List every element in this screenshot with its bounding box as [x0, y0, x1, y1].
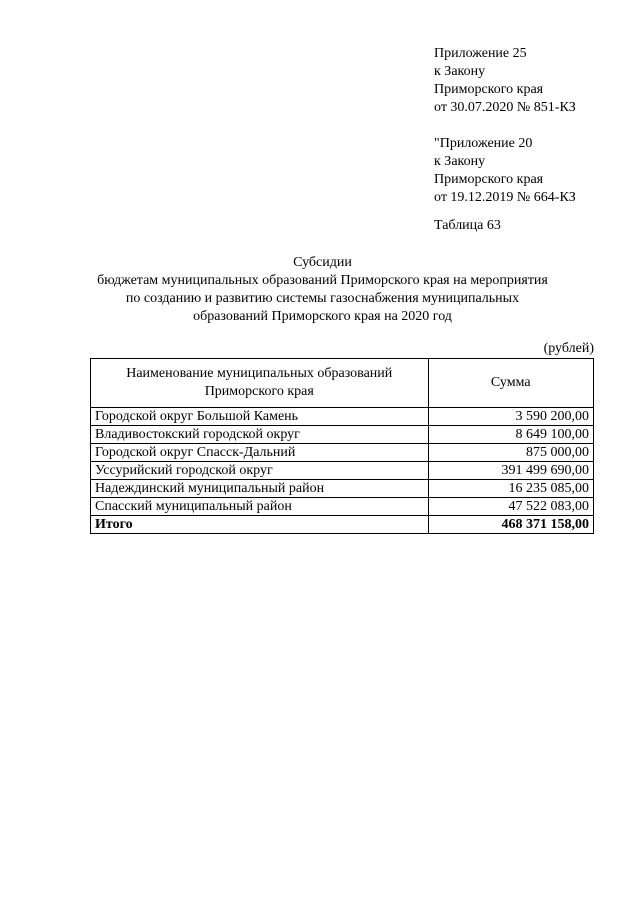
row-name: Надеждинский муниципальный район [91, 480, 429, 498]
title-line: образований Приморского края на 2020 год [193, 309, 452, 324]
table-row [91, 498, 594, 516]
row-sum: 16 235 085,00 [428, 480, 594, 498]
row-name: Спасский муниципальный район [91, 498, 429, 516]
row-sum: 8 649 100,00 [428, 426, 594, 444]
annex-current-block [434, 45, 624, 117]
table-row [91, 408, 594, 426]
row-name: Уссурийский городской округ [91, 462, 429, 480]
row-name: Городской округ Большой Камень [91, 408, 429, 426]
table-row [91, 444, 594, 462]
header-sum: Сумма [428, 359, 594, 408]
annex-current-line: Приморского края [434, 82, 544, 97]
document-title [80, 254, 565, 326]
annex-previous-line: Приморского края [434, 172, 544, 187]
table-total-row [91, 516, 594, 534]
table-number: Таблица 63 [434, 218, 501, 233]
total-sum: 468 371 158,00 [428, 516, 594, 534]
table-row [91, 426, 594, 444]
annex-current-line: от 30.07.2020 № 851-КЗ [434, 100, 576, 115]
row-name: Владивостокский городской округ [91, 426, 429, 444]
header-name: Наименование муниципальных образований Приморского края [91, 359, 429, 408]
table-row [91, 480, 594, 498]
table-row [91, 462, 594, 480]
units-label: (рублей) [543, 341, 594, 356]
row-sum: 875 000,00 [428, 444, 594, 462]
table-header-row [91, 359, 594, 408]
title-line: Субсидии [293, 255, 352, 270]
annex-current-line: к Закону [434, 64, 486, 79]
total-name: Итого [91, 516, 429, 534]
annex-previous-line: "Приложение 20 [434, 136, 533, 151]
row-name: Городской округ Спасск-Дальний [91, 444, 429, 462]
annex-previous-line: от 19.12.2019 № 664-КЗ [434, 190, 576, 205]
title-line: по созданию и развитию системы газоснабжения муниципальных [125, 291, 520, 306]
row-sum: 391 499 690,00 [428, 462, 594, 480]
row-sum: 3 590 200,00 [428, 408, 594, 426]
row-sum: 47 522 083,00 [428, 498, 594, 516]
subsidies-table [90, 358, 594, 534]
annex-previous-block [434, 135, 624, 207]
annex-previous-line: к Закону [434, 154, 486, 169]
title-line: бюджетам муниципальных образований Приморского края на мероприятия [97, 273, 548, 288]
annex-current-line: Приложение 25 [434, 46, 527, 61]
